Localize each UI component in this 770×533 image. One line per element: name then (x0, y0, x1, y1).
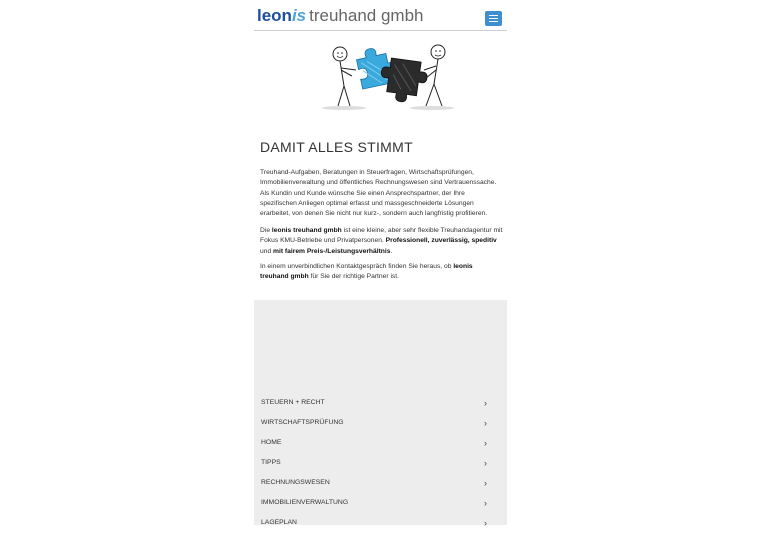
nav-item-steuern-recht[interactable] (254, 393, 507, 413)
qualities-bold: Professionell, zuverlässig, speditiv (385, 237, 497, 245)
nav-item-label: IMMOBILIENVERWALTUNG (261, 499, 349, 506)
page (254, 0, 507, 528)
nav-item-rechnungswesen[interactable] (254, 473, 507, 493)
logo[interactable] (257, 6, 424, 26)
nav-item-immobilienverwaltung[interactable] (254, 493, 507, 513)
hamburger-icon (489, 18, 498, 19)
nav-item-lageplan[interactable] (254, 513, 507, 533)
chevron-right-icon: › (484, 398, 487, 408)
about-text-1: Die (260, 227, 272, 234)
intro-paragraph: Treuhand-Aufgaben, Beratungen in Steuerfragen, Wirtschaftsprüfungen, Immobilienverwaltung und öffentliches Rechnungswesen sind Vertrauenssache. Als Kundin und Kunde wünsche Sie einen Ansprechspartner, der Ihre spezifischen Anliegen optimal erfasst und massgeschneiderte Lösungen erarbeitet, von denen Sie nicht nur kurz-, sondern auch langfristig profitieren. (260, 169, 497, 218)
contact-text-2: für Sie der richtige Partner ist. (308, 273, 399, 281)
chevron-right-icon: › (484, 498, 487, 508)
about-text-3: und (260, 247, 274, 255)
chevron-right-icon: › (484, 418, 487, 428)
contact-text-1: In einem unverbindlichen Kontaktgespräch finden Sie heraus, ob (260, 263, 454, 270)
chevron-right-icon: › (484, 438, 487, 448)
menu-button[interactable] (485, 11, 502, 26)
nav-item-label: STEUERN + RECHT (261, 399, 325, 406)
chevron-right-icon: › (484, 458, 487, 468)
company-name-bold: leonis treuhand gmbh (271, 227, 342, 234)
logo-part-is: is (291, 6, 307, 25)
contact-paragraph (260, 262, 503, 283)
puzzle-figures-illustration (314, 40, 459, 112)
nav-item-home[interactable] (254, 433, 507, 453)
chevron-right-icon: › (484, 518, 487, 528)
nav-item-wirtschaftspruefung[interactable] (254, 413, 507, 433)
about-paragraph (260, 226, 503, 257)
page-title: DAMIT ALLES STIMMT (260, 139, 413, 155)
logo-part-treuhand: treuhand gmbh (309, 6, 424, 25)
nav-item-label: TIPPS (261, 459, 281, 466)
company-name-bold-2: leonis treuhand gmbh (260, 263, 473, 281)
about-text-4: . (390, 247, 393, 255)
nav-item-label: LAGEPLAN (261, 519, 297, 526)
chevron-right-icon: › (484, 478, 487, 488)
navigation-panel (254, 300, 507, 528)
nav-item-label: HOME (261, 439, 282, 446)
header (254, 0, 507, 31)
nav-item-label: WIRTSCHAFTSPRÜFUNG (261, 419, 344, 426)
nav-item-tipps[interactable] (254, 453, 507, 473)
nav-item-label: RECHNUNGSWESEN (261, 479, 330, 486)
pricing-bold: mit fairem Preis-/Leistungsverhältnis (273, 247, 391, 255)
about-text-2: ist eine kleine, aber sehr flexible Treuhandagentur mit Fokus KMU-Betriebe und Privatpersonen. (260, 227, 503, 245)
logo-part-leon: leon (257, 6, 292, 25)
